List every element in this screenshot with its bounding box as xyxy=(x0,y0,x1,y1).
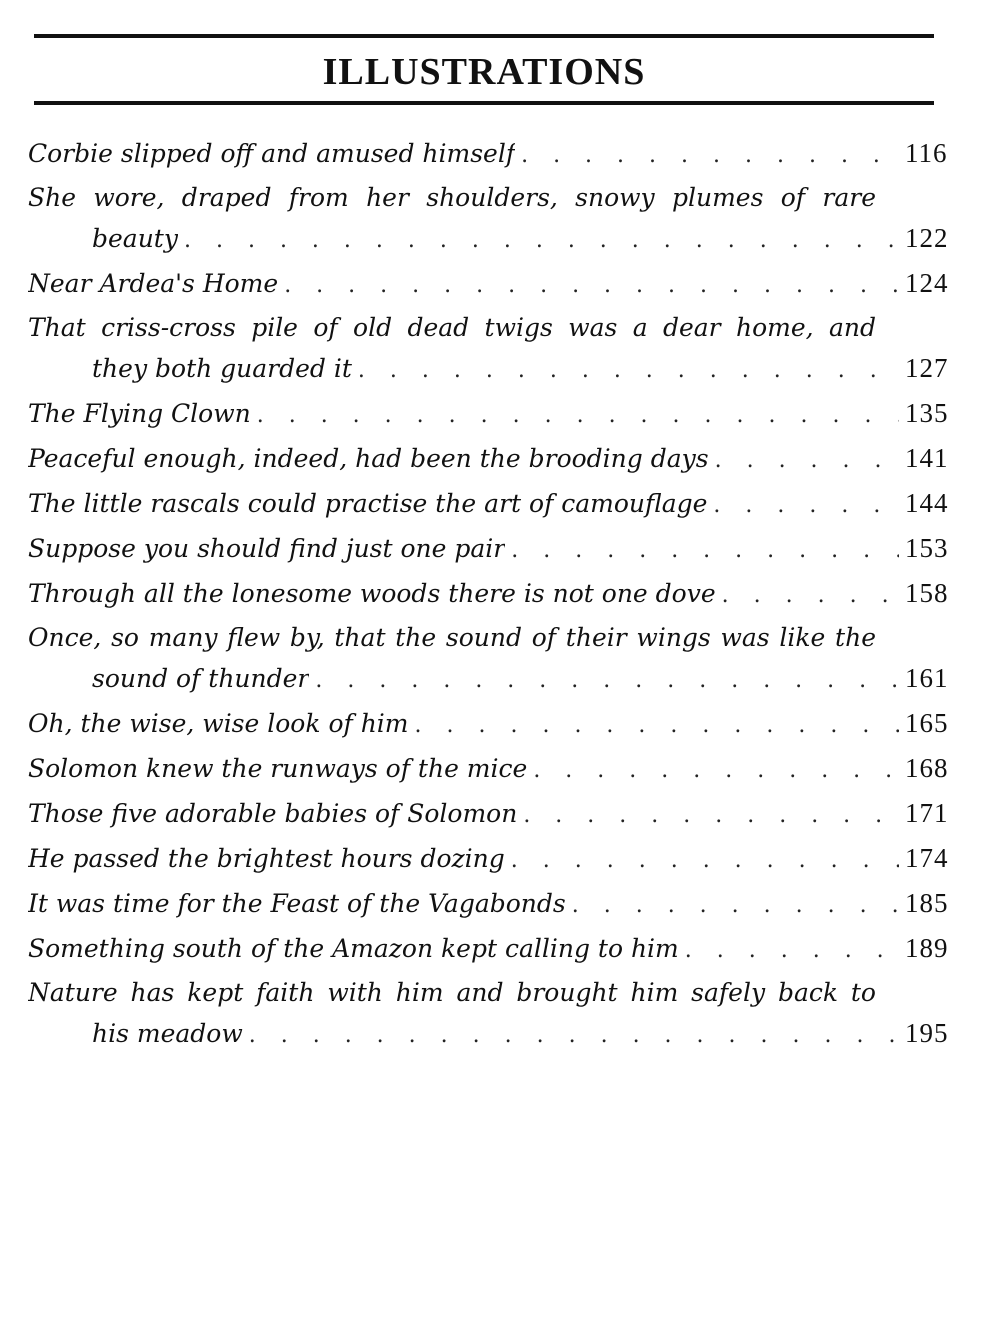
entry-caption-continuation: his meadow xyxy=(92,1019,243,1048)
list-item xyxy=(28,393,973,433)
top-rule xyxy=(34,34,934,38)
illustrations-list xyxy=(28,133,973,1058)
dot-leader xyxy=(315,661,899,701)
dot-leader xyxy=(415,706,899,746)
list-item xyxy=(28,928,973,968)
dot-leader xyxy=(358,351,899,391)
entry-caption: Nature has kept faith with him and brought him safely back to xyxy=(28,978,876,1007)
dot-leader xyxy=(715,441,899,481)
list-item xyxy=(28,263,973,303)
entry-caption: Those five adorable babies of Solomon xyxy=(28,799,518,828)
list-item xyxy=(28,573,973,613)
entry-caption: Peaceful enough, indeed, had been the brooding days xyxy=(28,444,709,473)
dot-leader xyxy=(533,751,899,791)
entry-caption: Through all the lonesome woods there is not one dove xyxy=(28,579,716,608)
list-item xyxy=(28,973,973,1053)
page-number: 141 xyxy=(905,443,949,473)
page-number: 135 xyxy=(905,398,949,428)
list-item xyxy=(28,438,973,478)
entry-caption: The Flying Clown xyxy=(28,399,251,428)
list-item xyxy=(28,618,973,698)
page-number: 168 xyxy=(905,753,949,783)
entry-caption: She wore, draped from her shoulders, snowy plumes of rare xyxy=(28,183,876,212)
page-number: 127 xyxy=(905,353,949,383)
entry-caption: It was time for the Feast of the Vagabonds xyxy=(28,889,566,918)
dot-leader xyxy=(511,531,899,571)
title-underline-rule xyxy=(34,101,934,105)
dot-leader xyxy=(511,841,899,881)
dot-leader xyxy=(722,576,899,616)
list-item xyxy=(28,703,973,743)
entry-caption: Solomon knew the runways of the mice xyxy=(28,754,528,783)
entry-caption: The little rascals could practise the art of camouflage xyxy=(28,489,708,518)
list-item xyxy=(28,528,973,568)
page-number: 165 xyxy=(905,708,949,738)
dot-leader xyxy=(572,886,899,926)
dot-leader xyxy=(184,221,899,261)
dot-leader xyxy=(284,266,899,306)
list-item xyxy=(28,883,973,923)
page-number: 153 xyxy=(905,533,949,563)
entry-caption: Once, so many flew by, that the sound of their wings was like the xyxy=(28,623,876,652)
page-number: 144 xyxy=(905,488,949,518)
dot-leader xyxy=(521,136,899,176)
entry-caption: That criss-cross pile of old dead twigs was a dear home, and xyxy=(28,313,876,342)
page-number: 124 xyxy=(905,268,949,298)
list-item xyxy=(28,178,973,258)
page-number: 116 xyxy=(905,138,948,168)
page-number: 122 xyxy=(905,223,949,253)
list-item xyxy=(28,748,973,788)
page-number: 161 xyxy=(905,663,949,693)
dot-leader xyxy=(713,486,899,526)
page-title: ILLUSTRATIONS xyxy=(322,51,646,93)
page-number: 195 xyxy=(905,1018,949,1048)
entry-caption: Suppose you should find just one pair xyxy=(28,534,506,563)
page-number: 171 xyxy=(905,798,949,828)
dot-leader xyxy=(249,1016,899,1056)
page-number: 185 xyxy=(905,888,949,918)
entry-caption-continuation: beauty xyxy=(92,224,178,253)
list-item xyxy=(28,838,973,878)
entry-caption: Corbie slipped off and amused himself xyxy=(28,139,516,168)
page-number: 174 xyxy=(905,843,949,873)
dot-leader xyxy=(523,796,899,836)
entry-caption: Near Ardea's Home xyxy=(28,269,279,298)
page-number: 189 xyxy=(905,933,949,963)
entry-caption: Oh, the wise, wise look of him xyxy=(28,709,409,738)
entry-caption-continuation: they both guarded it xyxy=(92,354,352,383)
dot-leader xyxy=(257,396,899,436)
list-item xyxy=(28,483,973,523)
list-item xyxy=(28,308,973,388)
dot-leader xyxy=(685,931,899,971)
entry-caption: He passed the brightest hours dozing xyxy=(28,844,505,873)
entry-caption-continuation: sound of thunder xyxy=(92,664,310,693)
list-item xyxy=(28,133,973,173)
page-number: 158 xyxy=(905,578,949,608)
list-item xyxy=(28,793,973,833)
entry-caption: Something south of the Amazon kept calling to him xyxy=(28,934,679,963)
